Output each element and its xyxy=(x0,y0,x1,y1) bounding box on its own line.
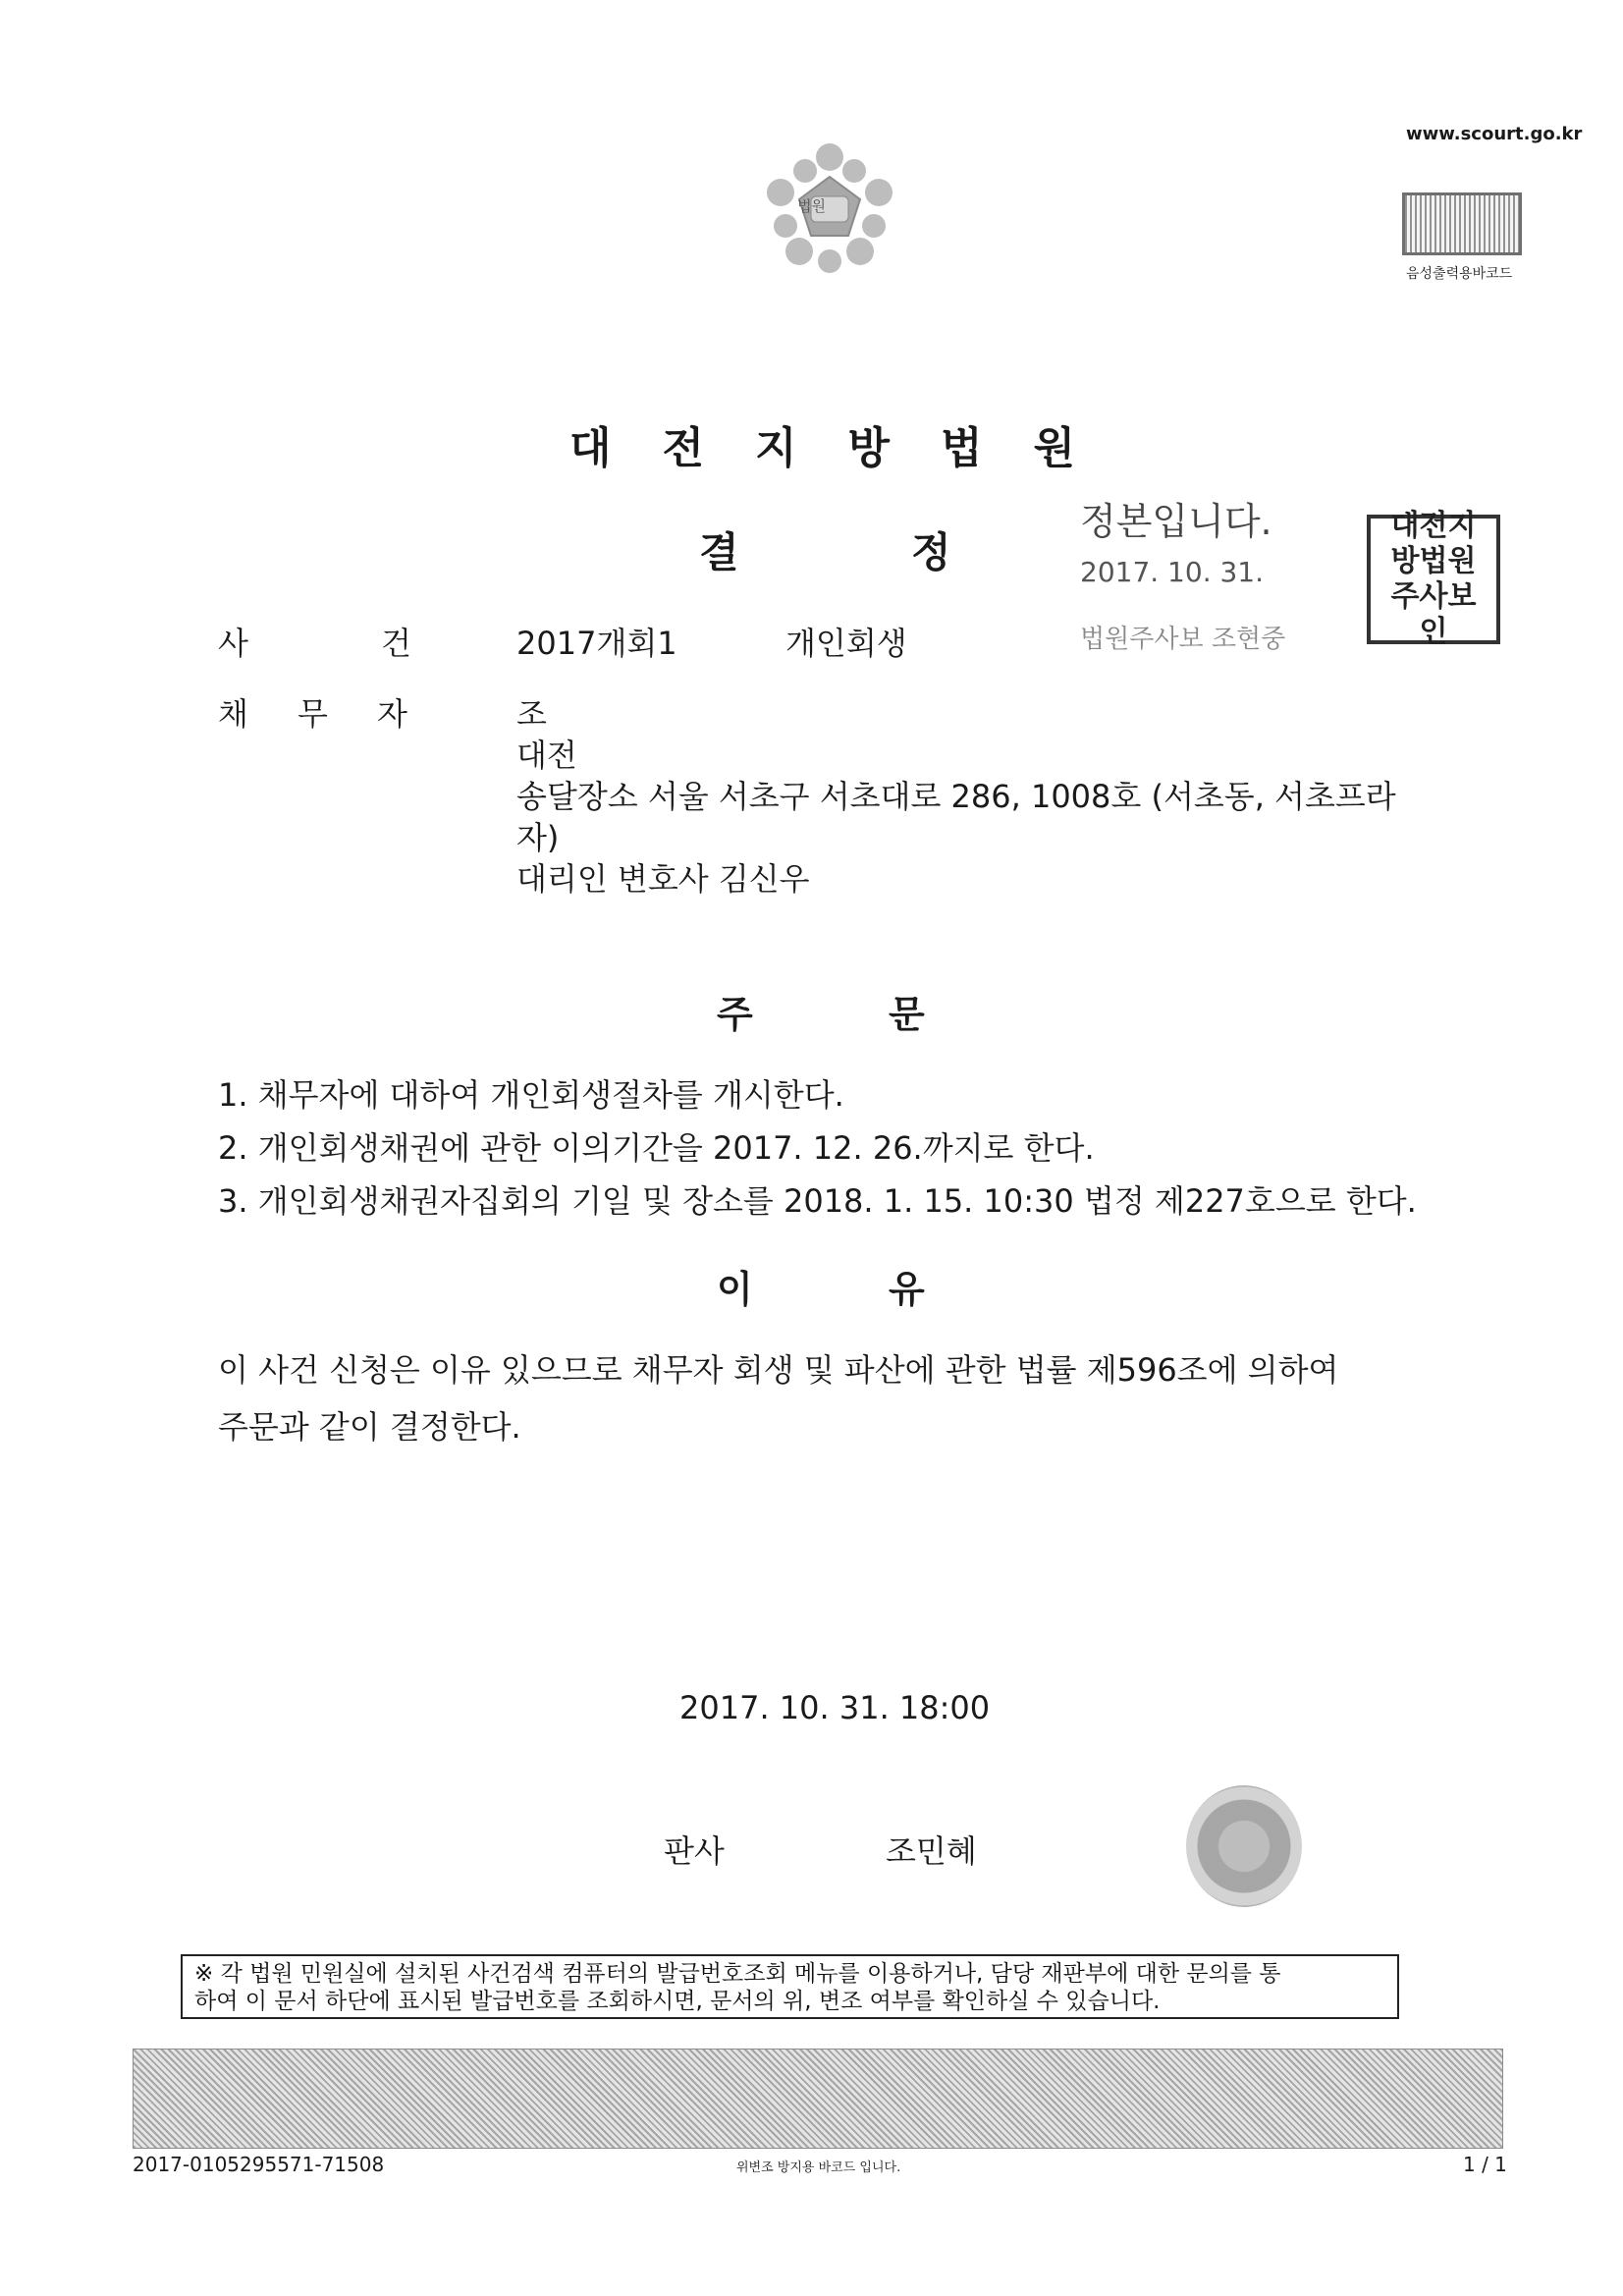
case-number: 2017개회1 xyxy=(516,625,677,662)
reason-heading-a: 이 xyxy=(717,1268,753,1311)
page-number: 1 / 1 xyxy=(1463,2153,1507,2176)
judge-seal xyxy=(1186,1785,1302,1907)
reason-heading-b: 유 xyxy=(889,1268,925,1311)
debtor-delivery-line1: 송달장소 서울 서초구 서초대로 286, 1008호 (서초동, 서초프라 xyxy=(516,778,1396,815)
issue-number: 2017-0105295571-71508 xyxy=(133,2153,385,2176)
clerk-seal xyxy=(1367,509,1500,649)
reason-line-1: 이 사건 신청은 이유 있으므로 채무자 회생 및 파산에 관한 법률 제596조에 의하여 xyxy=(218,1351,1339,1389)
order-heading-a: 주 xyxy=(717,993,753,1036)
order-item-2: 2. 개인회생채권에 관한 이의기간을 2017. 12. 26.까지로 한다. xyxy=(218,1129,1095,1167)
debtor-agent: 대리인 변호사 김신우 xyxy=(516,860,810,898)
order-item-1: 1. 채무자에 대하여 개인회생절차를 개시한다. xyxy=(218,1076,844,1114)
verification-notice xyxy=(181,1954,1399,2019)
certified-copy-text: 정본입니다. xyxy=(1080,500,1272,543)
notice-line-1: ※ 각 법원 민원실에 설치된 사건검색 컴퓨터의 발급번호조회 메뉴를 이용하거나, 담당 재판부에 대한 문의를 통 xyxy=(194,1961,1281,1987)
emblem-label: 법원 xyxy=(797,197,826,215)
anti-forgery-caption: 위변조 방지용 바코드 입니다. xyxy=(736,2160,901,2175)
debtor-address: 대전 xyxy=(516,737,577,774)
case-type: 개인회생 xyxy=(785,625,907,662)
judge-title: 판사 xyxy=(664,1832,725,1870)
site-url: www.scourt.go.kr xyxy=(1406,124,1583,144)
decision-datetime: 2017. 10. 31. 18:00 xyxy=(679,1689,991,1726)
reason-line-2: 주문과 같이 결정한다. xyxy=(218,1408,521,1446)
court-name: 대전지방법원 xyxy=(569,423,1127,473)
case-label-a: 사 xyxy=(218,625,248,662)
audio-barcode xyxy=(1402,192,1522,255)
certified-date: 2017. 10. 31. xyxy=(1080,556,1265,588)
debtor-name: 조 xyxy=(516,695,547,733)
certified-clerk: 법원주사보 조현중 xyxy=(1080,625,1286,654)
case-label-b: 건 xyxy=(381,625,411,662)
anti-forgery-barcode xyxy=(133,2049,1503,2149)
debtor-label-c: 자 xyxy=(377,695,407,733)
order-item-3: 3. 개인회생채권자집회의 기일 및 장소를 2018. 1. 15. 10:30 법정 제227호으로 한다. xyxy=(218,1182,1417,1220)
debtor-label-b: 무 xyxy=(298,695,328,733)
court-emblem-icon xyxy=(756,136,903,283)
clerk-seal-text: 대전지방법원주사보인 xyxy=(1390,509,1477,649)
judge-name: 조민혜 xyxy=(886,1832,977,1870)
debtor-delivery-line2: 자) xyxy=(516,819,560,856)
order-heading-b: 문 xyxy=(889,993,925,1036)
debtor-label-a: 채 xyxy=(218,695,248,733)
notice-line-2: 하여 이 문서 하단에 표시된 발급번호를 조회하시면, 문서의 위, 변조 여부를 확인하실 수 있습니다. xyxy=(194,1989,1161,2014)
doc-title-right: 정 xyxy=(911,528,951,576)
barcode-caption: 음성출력용바코드 xyxy=(1406,266,1513,282)
doc-title-left: 결 xyxy=(699,528,739,576)
